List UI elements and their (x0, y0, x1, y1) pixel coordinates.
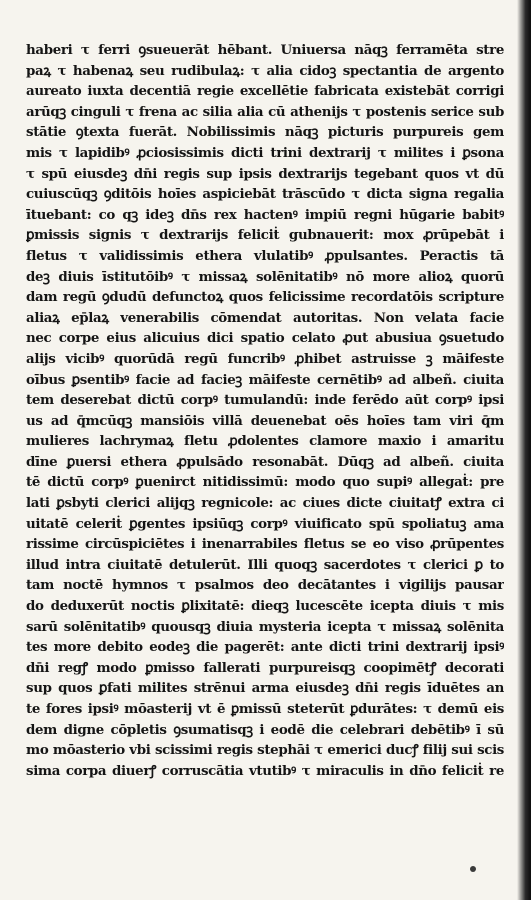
text-line: alijs vicibꝰ quorūdā regū funcribꝰ ꝓhibet astruisse ꝫ māifeste (26, 350, 504, 367)
text-line: fletus τ validissimis ethera vlulatibꝰ ꝓpulsantes. Peractis tā (26, 247, 504, 264)
text-line: mis τ lapidibꝰ ꝓciosissimis dicti trini dextrarij τ milites i ꝑsona (26, 144, 504, 161)
text-line: do deduxerūt noctis ꝑlixitatē: dieqꝫ lucescēte icepta diuis τ mis (26, 598, 504, 615)
ink-spot (470, 866, 476, 872)
text-line: cuiuscūqꝫ ꝯditōis hoīes aspiciebāt trāscūdo τ dicta signa regalia (26, 186, 504, 203)
text-line: dem digne cōpletis ꝯsumatisqꝫ i eodē die celebrari debētibꝰ ī sū (26, 721, 504, 738)
text-line: tes more debito eodeꝫ die pagerēt: ante dicti trini dextrarij ipsiꝰ (26, 639, 504, 656)
text-line: mulieres lachrymaꝝ fletu ꝓdolentes clamore maxio i amaritu (26, 433, 504, 450)
text-line: ꝑmissis signis τ dextrarijs feliciṫ gubnauerit: mox ꝓrūpebāt i (26, 227, 504, 244)
text-line: haberi τ ferri ꝯsueuerāt hēbant. Uniuersa nāqꝫ ferramēta stre (26, 42, 504, 58)
text-line: tē dictū corpꝰ ꝑuenirct nitidissimū: modo quo supiꝰ allegaṫ: pre (26, 474, 504, 491)
text-line: dam regū ꝯdudū defunctoꝝ quos felicissime recordatōis scripture (26, 289, 504, 306)
text-line: sima corpa diuerꝭ corruscātia vtutibꝰ τ miraculis in dn̄o feliciṫ re (26, 762, 504, 779)
text-line: dīne ꝑuersi ethera ꝓpulsādo resonabāt. Dūqꝫ ad albeñ. ciuita (26, 453, 504, 470)
text-line: sarū solēnitatibꝰ quousqꝫ diuia mysteria icepta τ missaꝝ solēnita (26, 618, 504, 635)
text-line: oībus ꝑsentibꝰ facie ad facieꝫ māifeste cernētibꝰ ad albeñ. ciuita (26, 371, 504, 388)
text-line: uitatē celeriṫ ꝑgentes ipsiūqꝫ corpꝰ viuificato spū spoliatuꝫ ama (26, 515, 504, 532)
text-line: stātie ꝯtexta fuerāt. Nobilissimis nāqꝫ picturis purpureis gem (26, 124, 504, 141)
text-line: te fores ipsiꝰ mōasterij vt ē ꝑmissū steterūt ꝑdurātes: τ demū eis (26, 701, 504, 717)
text-line: tem deserebat dictū corpꝰ tumulandū: inde ferēdo aūt corpꝰ ipsi (26, 392, 504, 409)
text-line: τ spū eiusdeꝫ dn̄i regis sup ipsis dextrarijs tegebant quos vt dū (26, 165, 504, 182)
text-line: mo mōasterio vbi scissimi regis stephāi τ emerici ducꝭ filij sui scis (26, 742, 504, 759)
text-line: illud intra ciuitatē detulerūt. Illi quoqꝫ sacerdotes τ clerici ꝑ to (26, 556, 504, 573)
text-line: aliaꝝ ep̄laꝝ venerabilis cōmendat autoritas. Non velata facie (26, 309, 504, 326)
text-line: sup quos ꝑfati milites strēnui arma eiusdeꝫ dn̄i regis īduētes an (26, 680, 504, 697)
text-line: lati ꝑsbyti clerici alijqꝫ regnicole: ac ciues dicte ciuitatꝭ extra ci (26, 495, 504, 512)
text-line: nec corpe eius alicuius dici spatio celato ꝓut abusiua ꝯsuetudo (26, 330, 504, 347)
text-line: arūqꝫ cinguli τ frena ac silia alia cū athenijs τ postenis serice sub (26, 103, 504, 120)
text-line: us ad q̄mcūqꝫ mansiōis villā deuenebat oēs hoīes tam viri q̄m (26, 412, 504, 429)
incunable-text-block (26, 40, 504, 781)
text-line: paꝝ τ habenaꝝ seu rudibulaꝝ: τ alia cidoꝫ spectantia de argento (26, 62, 504, 79)
text-line: aureato iuxta decentiā regie excellētie fabricata existebāt corrigi (26, 83, 504, 100)
text-line: deꝫ diuis īstitutōibꝰ τ missaꝝ solēnitatibꝰ nō more alioꝝ quorū (26, 268, 504, 285)
text-line: tam noctē hymnos τ psalmos deo decātantes i vigilijs pausar (26, 577, 504, 594)
text-line: dn̄i regꝭ modo ꝑmisso fallerati purpureisqꝫ coopimētꝭ decorati (26, 659, 504, 676)
page-binding-shadow (517, 0, 531, 900)
text-line: rissime circūspiciētes i inenarrabiles fletus se eo viso ꝓrūpentes (26, 536, 504, 553)
text-line: ītuebant: co qꝫ ideꝫ dn̄s rex hactenꝰ impiū regni hūgarie babitꝰ (26, 206, 504, 223)
